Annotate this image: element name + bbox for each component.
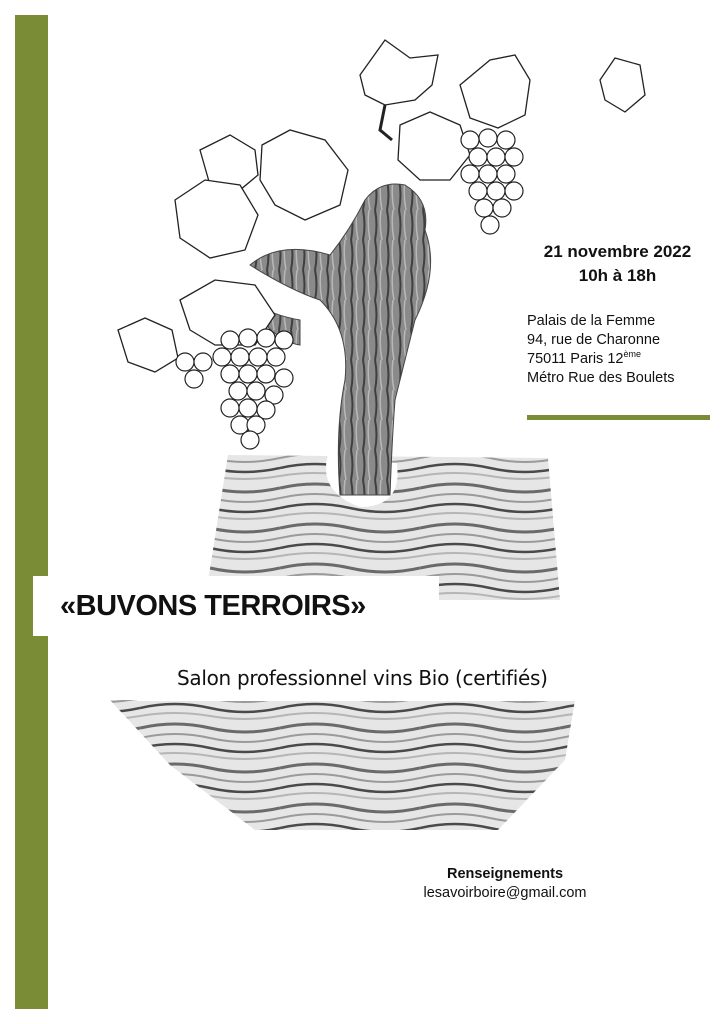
event-hours: 10h à 18h bbox=[578, 266, 657, 285]
event-subtitle: Salon professionnel vins Bio (certifiés) bbox=[177, 666, 548, 690]
vine-leaf bbox=[398, 112, 470, 180]
vine-leaf bbox=[600, 58, 645, 112]
venue-address bbox=[527, 312, 675, 388]
venue-street: 94, rue de Charonne bbox=[527, 332, 661, 348]
subtitle-box bbox=[137, 655, 587, 701]
event-date-block bbox=[520, 240, 715, 288]
venue-city-superscript: ème bbox=[623, 349, 641, 360]
venue-metro: Métro Rue des Boulets bbox=[527, 370, 675, 386]
contact-email-link[interactable]: lesavoirboire@gmail.com bbox=[423, 885, 587, 901]
venue-city: 75011 Paris 12ème bbox=[527, 349, 641, 367]
vine-leaf bbox=[460, 55, 530, 128]
contact-block bbox=[405, 865, 605, 903]
vine-leaf bbox=[360, 40, 438, 105]
event-date: 21 novembre 2022 bbox=[543, 242, 692, 261]
venue-name: Palais de la Femme bbox=[527, 313, 656, 329]
green-divider bbox=[527, 415, 710, 420]
vine-leaf bbox=[175, 180, 258, 258]
vine-leaf bbox=[260, 130, 348, 220]
contact-label: Renseignements bbox=[446, 866, 564, 882]
stone-slab-lower bbox=[110, 700, 575, 830]
event-title: «BUVONS TERROIRS» bbox=[60, 589, 366, 622]
vine-leaf bbox=[118, 318, 178, 372]
title-box bbox=[33, 576, 439, 636]
